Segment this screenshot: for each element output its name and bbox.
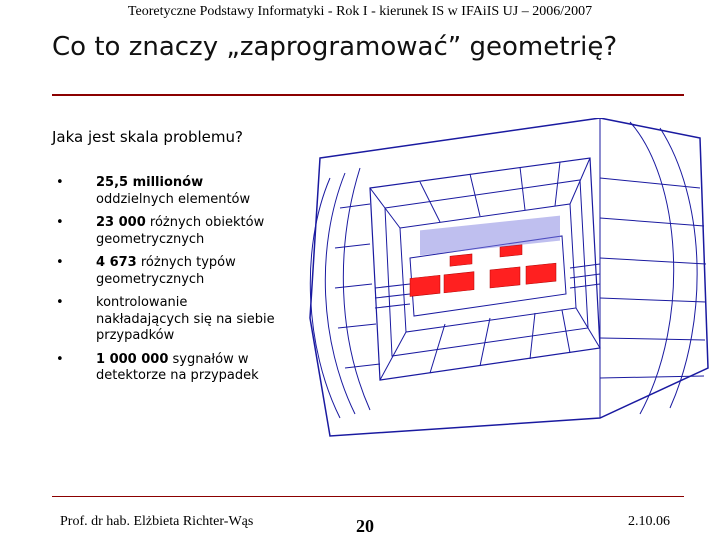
detector-geometry-image [300,118,712,440]
bullet-text: różnych typów geometrycznych [96,255,236,287]
bullet-item [52,215,282,248]
bullet-bold: 1 000 000 [96,351,169,367]
subheading: Jaka jest skala problemu? [52,128,243,146]
slide-header: Teoretyczne Podstawy Informatyki - Rok I - kierunek IS w IFAiIS UJ – 2006/2007 [127,4,593,19]
bullet-bold: 25,5 millionów [96,175,204,190]
page-number: 20 [356,516,374,536]
slide-title: Co to znaczy „zaprogramować” geometrię? [52,32,618,62]
bullet-text: różnych obiektów geometrycznych [96,215,265,247]
bullet-list [52,175,282,392]
bullet-item [52,295,282,345]
footer-divider [52,496,684,497]
bullet-item [52,352,282,385]
bullet-text: kontrolowanie nakładających się na siebie przypadków [96,295,275,343]
bullet-text: sygnałów w detektorze na przypadek [96,351,259,383]
bullet-text: oddzielnych elementów [96,191,251,207]
bullet-item [52,255,282,288]
bullet-bold: 23 000 [96,215,146,230]
title-divider [52,94,684,96]
footer-date: 2.10.06 [628,514,670,529]
footer-author: Prof. dr hab. Elżbieta Richter-Wąs [60,514,254,529]
bullet-item [52,175,282,208]
bullet-bold: 4 673 [96,255,137,270]
